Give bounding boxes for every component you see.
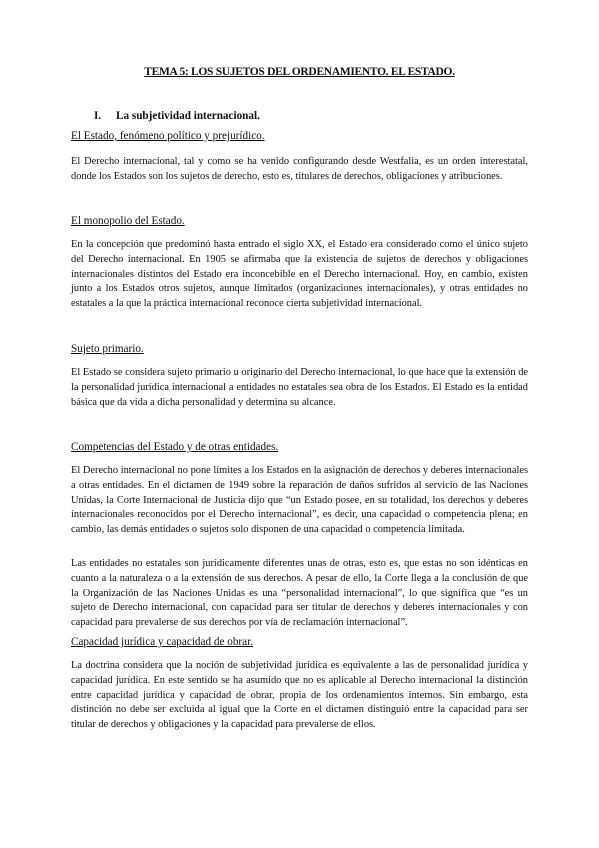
subheading-sujeto-primario: Sujeto primario. xyxy=(71,343,144,355)
section-title: La subjetividad internacional. xyxy=(116,110,260,122)
subheading-capacidad: Capacidad jurídica y capacidad de obrar. xyxy=(71,636,254,648)
subheading-monopolio: El monopolio del Estado. xyxy=(71,215,185,227)
paragraph: El Estado se considera sujeto primario u originario del Derecho internacional, lo que hace que la extensión de la personalidad jurídica internacional a entidades no estatales sea obra de los Estados. El Estado es la entidad básica que da vida a dicha personalidad y determina su alcance. xyxy=(71,367,528,408)
page-title: TEMA 5: LOS SUJETOS DEL ORDENAMIENTO. EL ESTADO. xyxy=(144,66,455,78)
subheading-competencias: Competencias del Estado y de otras entidades. xyxy=(71,441,279,453)
paragraph: En la concepción que predominó hasta entrado el siglo XX, el Estado era considerado como el único sujeto del Derecho internacional. En 1905 se afirmaba que la existencia de sujetos de derechos y obligaciones internacionales distintos del Estado era inconcebible en el Derecho internacional. Hoy, en cambio, existen junto a los Estados otros sujetos, aunque limitados (organizaciones internacionales), y otras entidades no estatales a la que la práctica internacional reconoce cierta subjetividad internacional. xyxy=(71,239,528,310)
paragraph: Las entidades no estatales son jurídicamente diferentes unas de otras, esto es, que estas no son idénticas en cuanto a la naturaleza o a la extensión de sus derechos. A pesar de ello, la Corte llega a la conclusión de que la Organización de las Naciones Unidas es una “personalidad internacional”, lo que significa que “es un sujeto de Derecho internacional, con capacidad para ser titular de derechos y deberes internacionales y con capacidad para prevalerse de sus derechos por vía de reclamación internacional”. xyxy=(71,558,528,629)
section-heading xyxy=(94,110,260,122)
paragraph: El Derecho internacional, tal y como se ha venido configurando desde Westfalia, es un orden interestatal, donde los Estados son los sujetos de derecho, esto es, titulares de derechos, obligaciones y atribuciones. xyxy=(71,156,528,182)
subheading-estado-fenomeno: El Estado, fenómeno político y prejurídico. xyxy=(71,130,265,142)
section-number: I. xyxy=(94,110,102,122)
paragraph: La doctrina considera que la noción de subjetividad jurídica es equivalente a las de personalidad jurídica y capacidad jurídica. En este sentido se ha asumido que no es aplicable al Derecho internacional la distinción entre capacidad jurídica y capacidad de obrar, propia de los ordenamientos internos. Sin embargo, esta distinción no debe ser excluida al igual que la Corte en el dictamen distinguió entre la capacidad para ser titular de derechos y obligaciones y la capacidad para prevalerse de ellos. xyxy=(71,660,528,731)
paragraph: El Derecho internacional no pone límites a los Estados en la asignación de derechos y deberes internacionales a otras entidades. En el dictamen de 1949 sobre la reparación de daños sufridos al servicio de las Naciones Unidas, la Corte Internacional de Justicia dijo que “un Estado posee, en su totalidad, los derechos y deberes internacionales reconocidos por el Derecho internacional”, es decir, una capacidad o competencia plena; en cambio, las demás entidades o sujetos solo disponen de una capacidad o competencia limitada. xyxy=(71,465,528,536)
